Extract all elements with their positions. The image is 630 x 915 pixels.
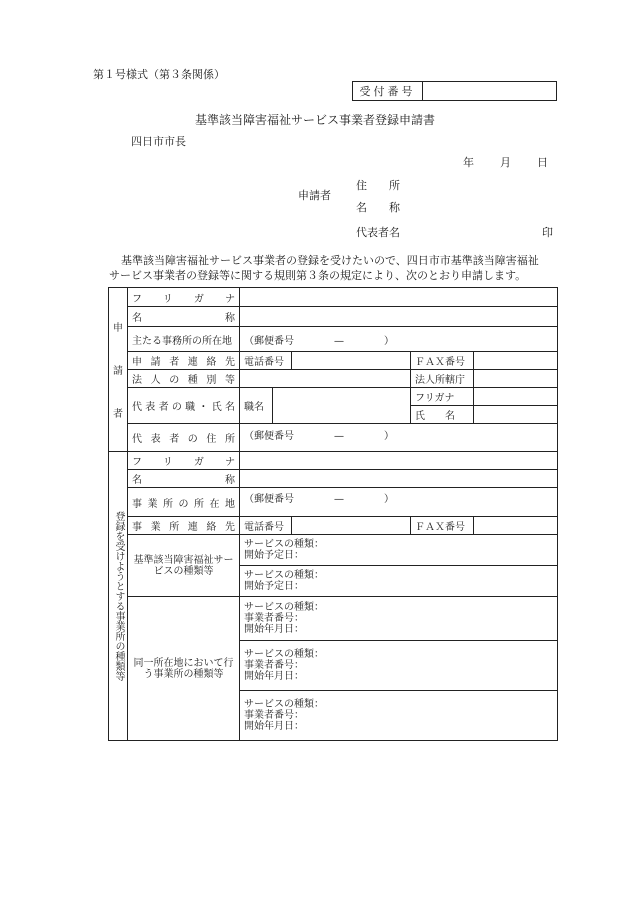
same-location-entry-3[interactable]: サービスの種類： 事業者番号： 開始年月日： [240,691,558,741]
office-tel-field[interactable] [292,517,411,535]
date-month: 月 [500,156,511,169]
service-entry-2[interactable]: サービスの種類： 開始予定日： [240,566,558,597]
date-year: 年 [463,156,474,169]
date-day: 日 [537,156,548,169]
corp-office-label: 法人所轄庁 [411,370,474,388]
office-side-label: 登録を受けようとする事業所の種類等 [109,452,128,741]
office-tel-label: 電話番号 [240,517,292,535]
representative-label: 代表者名 [356,226,400,239]
same-location-entry-1[interactable]: サービスの種類： 事業者番号： 開始年月日： [240,597,558,641]
postal-code-text: （郵便番号 — ） [244,494,394,505]
receipt-number-field[interactable] [423,82,556,100]
office-fax-label: ＦＡＸ番号 [411,517,474,535]
shimei-field[interactable] [474,406,558,424]
office-address-label: 事業所の所在地 [128,488,240,517]
main-office-field[interactable] [240,327,558,352]
name-label: 名 称 [356,201,400,214]
corp-type-label: 法人の種別等 [128,370,240,388]
rep-title-name-label: 代表者の職・氏名 [128,388,240,424]
name-field[interactable] [240,307,558,327]
receipt-number-label: 受付番号 [353,82,423,100]
title-label: 職名 [240,388,273,424]
office-furigana-label: フリガナ [128,452,240,470]
furigana-label: フリガナ [128,288,240,307]
application-table [108,287,558,741]
furigana-field[interactable] [240,288,558,307]
main-office-label: 主たる事務所の所在地 [128,327,240,352]
tel-field[interactable] [292,352,411,370]
postal-code-text: （郵便番号 — ） [244,431,394,442]
applicant-contact-label: 申請者連絡先 [128,352,240,370]
same-location-label: 同一所在地において行う事業所の種類等 [128,597,240,741]
corp-office-field[interactable] [474,370,558,388]
applicant-label: 申請者 [298,189,331,202]
office-contact-label: 事業所連絡先 [128,517,240,535]
postal-code-text: （郵便番号 — ） [244,335,394,347]
same-location-entry-2[interactable]: サービスの種類： 事業者番号： 開始年月日： [240,641,558,691]
applicant-side-label: 申 請 者 [109,288,128,452]
corp-type-field[interactable] [240,370,411,388]
service-type-label: 基準該当障害福祉サービスの種類等 [128,535,240,597]
furigana2-field[interactable] [474,388,558,406]
fax-field[interactable] [474,352,558,370]
shimei-label: 氏 名 [411,406,474,424]
tel-label: 電話番号 [240,352,292,370]
office-name-field[interactable] [240,470,558,488]
rep-address-field[interactable] [240,424,558,452]
office-name-label: 名称 [128,470,240,488]
document-title: 基準該当障害福祉サービス事業者登録申請書 [194,113,435,127]
body-text-line2: サービス事業者の登録等に関する規則第３条の規定により、次のとおり申請します。 [109,269,527,282]
furigana2-label: フリガナ [411,388,474,406]
form-number: 第１号様式（第３条関係） [93,68,225,81]
address-label: 住 所 [356,179,400,192]
rep-address-label: 代表者の住所 [128,424,240,452]
title-field[interactable] [273,388,411,424]
office-fax-field[interactable] [474,517,558,535]
name-label-cell: 名称 [128,307,240,327]
addressee: 四日市市長 [131,135,186,148]
seal-mark: 印 [542,226,553,239]
office-furigana-field[interactable] [240,452,558,470]
office-address-field[interactable] [240,488,558,517]
fax-label: ＦＡＸ番号 [411,352,474,370]
body-text-line1: 基準該当障害福祉サービス事業者の登録を受けたいので、四日市市基準該当障害福祉 [121,254,539,267]
receipt-number-box [352,81,557,101]
service-entry-1[interactable]: サービスの種類： 開始予定日： [240,535,558,566]
